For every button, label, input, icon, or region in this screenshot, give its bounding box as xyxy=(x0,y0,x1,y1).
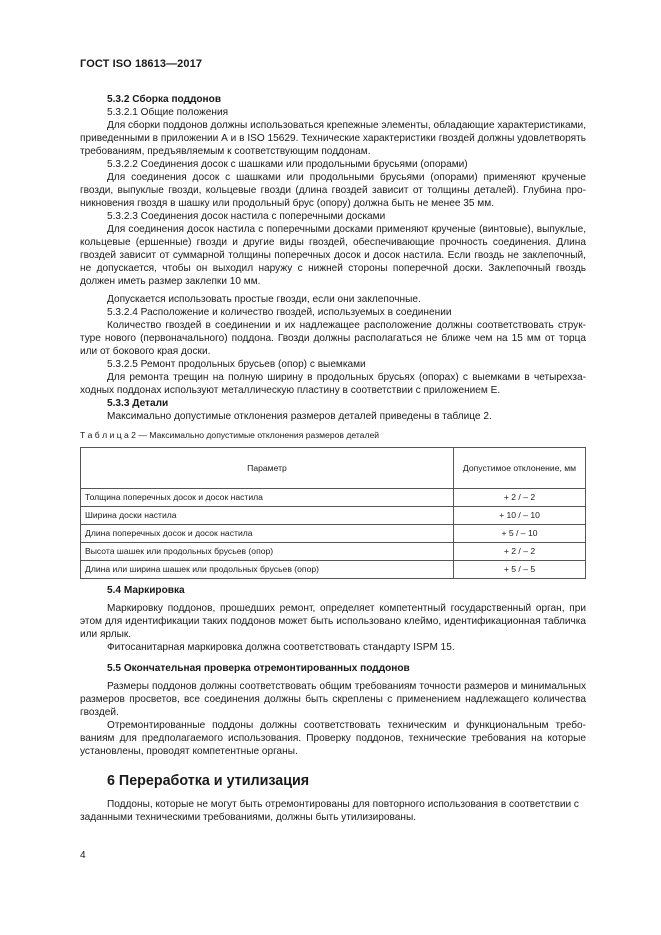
table-cell: + 5 / – 10 xyxy=(454,525,586,543)
table-header-cell: Параметр xyxy=(81,448,454,489)
section-5-5-text2: Отремонтированные поддоны должны соответствовать техническим и функциональным требованиям для предполагаемого использования. Проверку поддонов, технические требования на которые установлены, проводят компетентные органы. xyxy=(80,720,586,757)
section-5-3-3-text: Максимально допустимые отклонения размеров деталей приведены в таблице 2. xyxy=(107,411,492,422)
table-row xyxy=(81,561,586,579)
page-number: 4 xyxy=(80,850,86,861)
table-row xyxy=(81,543,586,561)
table-cell: + 5 / – 5 xyxy=(454,561,586,579)
section-5-4-title: 5.4 Маркировка xyxy=(107,585,185,596)
table-cell: Длина или ширина шашек или продольных брусьев (опор) xyxy=(81,561,454,579)
section-5-3-2-2-title: 5.3.2.2 Соединения досок с шашками или продольными брусьями (опорами) xyxy=(107,159,468,170)
document-body xyxy=(80,93,586,824)
section-5-3-2-1-text: Для сборки поддонов должны использоваться крепежные элементы, обладающие характеристиками, приведенными в приложении А и в ISO 15629. Технические характеристики гвоздей должны удовлетворять требованиям, предъявляемым к соответствующим поддонам. xyxy=(80,120,586,157)
section-5-3-2-4-title: 5.3.2.4 Расположение и количество гвоздей, используемых в соединении xyxy=(107,307,452,318)
section-5-3-2-5-title: 5.3.2.5 Ремонт продольных брусьев (опор) с выемками xyxy=(107,359,366,370)
section-5-5-title: 5.5 Окончательная проверка отремонтированных поддонов xyxy=(107,663,410,674)
table-header-row xyxy=(81,448,586,489)
table-cell: + 2 / – 2 xyxy=(454,543,586,561)
table-cell: Ширина доски настила xyxy=(81,507,454,525)
table-cell: Длина поперечных досок и досок настила xyxy=(81,525,454,543)
section-5-3-2-3-title: 5.3.2.3 Соединения досок настила с поперечными досками xyxy=(107,211,386,222)
section-5-3-2-5-text: Для ремонта трещин на полную ширину в продольных брусьях (опорах) с выемками в четырехзаходных поддонах используют металлическую пластину в соответствии с приложением Е. xyxy=(80,372,586,396)
table-cell: + 2 / – 2 xyxy=(454,489,586,507)
section-5-5-text1: Размеры поддонов должны соответствовать общим требованиям точности размеров и минимальных размеров просветов, все соединения должны быть скреплены с применением надлежащего количества гвоздей. xyxy=(80,681,586,718)
section-5-3-2-4-text: Количество гвоздей в соединении и их надлежащее расположение должны соответствовать структуре нового (первоначального) поддона. Гвозди должны располагаться не ближе чем на 15 мм от торца или от бокового края доски. xyxy=(80,320,586,357)
table-row xyxy=(81,525,586,543)
section-5-3-2-2-text: Для соединения досок с шашками или продольными брусьями (опорами) применяют крученые гвозди, выпуклые гвозди, кольцевые гвозди (длина гвоздей зависит от толщины деталей). Глубина проникновения гвоздя в шашку или продольный брус (опору) должна быть не менее 35 мм. xyxy=(80,172,586,209)
table-row xyxy=(81,507,586,525)
section-5-4-text1: Маркировку поддонов, прошедших ремонт, определяет компетентный государственный орган, при этом для идентификации таких поддонов может быть использовано клеймо, идентификационная табличка или ярлык. xyxy=(80,603,586,640)
section-5-3-2-3-text: Для соединения досок настила с поперечными досками применяют крученые (винтовые), выпуклые, кольцевые (ершенные) гвозди и другие виды гвоздей, обеспечивающие прочность соединения. Длина гвоздей зависит от суммарной толщины поперечных досок и досок настила. Если гвоздь не заклепочный, не допускается, чтобы он выходил наружу с нижней стороны поперечной доски. Заклепочный гвоздь должен иметь размер заклепки 10 мм. xyxy=(80,224,586,287)
table-row xyxy=(81,489,586,507)
document-header: ГОСТ ISO 18613—2017 xyxy=(80,58,203,70)
table-cell: Высота шашек или продольных брусьев (опор) xyxy=(81,543,454,561)
section-5-3-2-1-title: 5.3.2.1 Общие положения xyxy=(107,107,229,118)
section-5-3-2-title: 5.3.2 Сборка поддонов xyxy=(107,94,222,105)
deviations-table xyxy=(80,447,586,579)
section-5-3-2-3-text2: Допускается использовать простые гвозди, если они заклепочные. xyxy=(107,294,421,305)
table-cell: Толщина поперечных досок и досок настила xyxy=(81,489,454,507)
section-6-title: 6 Переработка и утилизация xyxy=(107,773,310,789)
section-5-3-3-title: 5.3.3 Детали xyxy=(107,398,169,409)
table-caption: Т а б л и ц а 2 — Максимально допустимые отклонения размеров деталей xyxy=(80,430,380,440)
section-6-text: Поддоны, которые не могут быть отремонтированы для повторного использования в соответствии с заданными техническими требованиями, должны быть утилизированы. xyxy=(80,799,579,823)
table-header-cell: Допустимое отклонение, мм xyxy=(454,448,586,489)
table-cell: + 10 / – 10 xyxy=(454,507,586,525)
section-5-4-text2: Фитосанитарная маркировка должна соответствовать стандарту ISPM 15. xyxy=(107,642,455,653)
